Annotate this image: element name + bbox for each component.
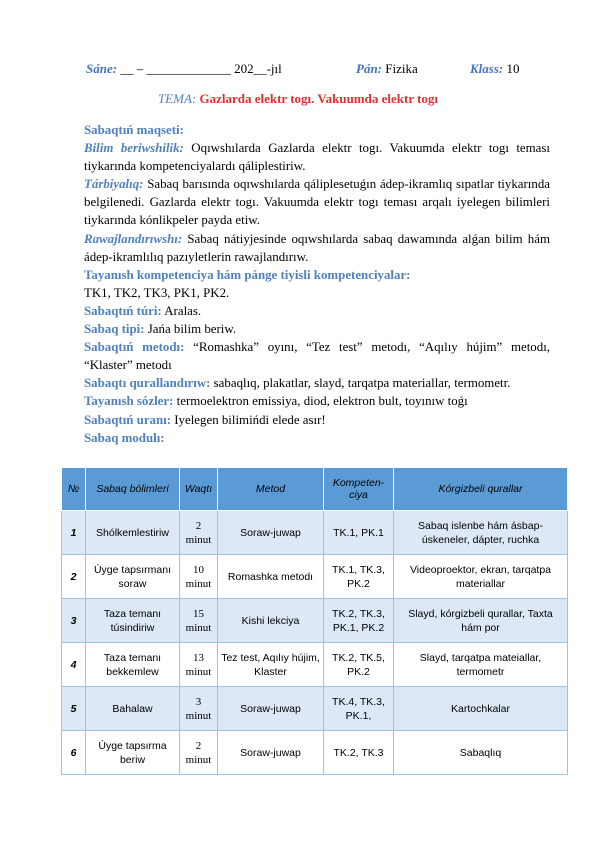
- row-tools: Sabaq islenbe hám ásbap-úskeneler, dápter, ruchka: [394, 511, 568, 555]
- table-row: [62, 599, 568, 643]
- row-part: Taza temanı bekkemlew: [86, 643, 180, 687]
- header-part: Sabaq bólimleri: [86, 468, 180, 511]
- table-row: [62, 731, 568, 775]
- row-number: 3: [62, 599, 86, 643]
- row-method: Kishi lekciya: [218, 599, 324, 643]
- method-label: Sabaqtıń metodı:: [84, 340, 185, 355]
- row-number: 4: [62, 643, 86, 687]
- type-paragraph: [84, 302, 550, 320]
- type-label: Sabaqtıń túri:: [84, 303, 162, 318]
- row-tools: Videoproektor, ekran, tarqatpa materiallar: [394, 555, 568, 599]
- developing-text: Sabaq nátiyjesinde oqıwshılarda sabaq dawamında alǵan bilim hám ádep-ikramlılıq pazıyletlerin rawajlandırıw.: [84, 231, 550, 264]
- subject-label: Pán:: [356, 61, 382, 76]
- motto-text: Iyelegen bilimińdi elede asır!: [171, 412, 326, 427]
- class-value: 10: [506, 61, 520, 76]
- row-time: 15 minut: [180, 599, 218, 643]
- kind-text: Jańa bilim beriw.: [144, 322, 237, 337]
- table-row: [62, 555, 568, 599]
- kind-paragraph: [84, 320, 550, 338]
- row-competency: TK.1, TK.3, PK.2: [324, 555, 394, 599]
- educational-text: Oqıwshılarda Gazlarda elektr togı. Vakuumda elektr togı teması tiykarında kompetenciyalardı qáliplestiriw.: [84, 141, 551, 174]
- equipment-text: sabaqlıq, plakatlar, slayd, tarqatpa materiallar, termometr.: [210, 376, 511, 391]
- educational-label: Bilim beriwshilik:: [84, 141, 184, 156]
- row-time: 13 minut: [180, 643, 218, 687]
- keywords-paragraph: [84, 392, 550, 410]
- row-number: 5: [62, 687, 86, 731]
- upbringing-label: Tárbiyalıq:: [84, 177, 144, 192]
- kind-label: Sabaq tipi:: [84, 322, 145, 337]
- date-value: __ – _____________ 202__-jıl: [120, 61, 282, 76]
- row-competency: TK.1, PK.1: [324, 511, 394, 555]
- lesson-module-table: [61, 467, 568, 775]
- row-number: 2: [62, 555, 86, 599]
- educational-paragraph: [84, 139, 550, 175]
- table-row: [62, 687, 568, 731]
- date-label: Sáne:: [86, 61, 118, 76]
- method-paragraph: [84, 338, 550, 374]
- developing-label: Rawajlandırıwshı:: [84, 231, 183, 246]
- developing-paragraph: [84, 230, 550, 266]
- type-text: Aralas.: [161, 303, 202, 318]
- row-number: 6: [62, 731, 86, 775]
- upbringing-paragraph: [84, 175, 550, 229]
- motto-paragraph: [84, 411, 550, 429]
- row-competency: TK.2, TK.5, PK.2: [324, 643, 394, 687]
- row-method: Romashka metodı: [218, 555, 324, 599]
- row-part: Taza temanı túsindiriw: [86, 599, 180, 643]
- competencies-text: TK1, TK2, TK3, PK1, PK2.: [84, 285, 230, 300]
- goal-heading: Sabaqtıń maqseti:: [84, 123, 184, 137]
- row-time: 3 minut: [180, 687, 218, 731]
- method-text: “Romashka” oyını, “Tez test” metodı, “Aqılıy hújim” metodı, “Klaster” metodı: [84, 340, 550, 373]
- header-tools: Kórgizbeli qurallar: [394, 468, 568, 511]
- table-row: [62, 511, 568, 555]
- topic-title: Gazlarda elektr togı. Vakuumda elektr togı: [199, 91, 439, 106]
- header-number: №: [62, 468, 86, 511]
- table-header-row: [62, 468, 568, 511]
- class-field: [470, 61, 519, 77]
- equipment-label: Sabaqtı qurallandırıw:: [84, 376, 211, 391]
- row-tools: Sabaqlıq: [394, 731, 568, 775]
- lesson-details: [84, 121, 550, 447]
- row-method: Soraw-juwap: [218, 731, 324, 775]
- row-time: 10 minut: [180, 555, 218, 599]
- header-time: Waqtı: [180, 468, 218, 511]
- motto-label: Sabaqtıń uranı:: [84, 412, 172, 427]
- competencies-heading: Tayanısh kompetenciya hám pánge tiyisli kompetenciyalar:: [84, 267, 411, 282]
- row-part: Úyge tapsırmanı soraw: [86, 555, 180, 599]
- upbringing-text: Sabaq barısında oqıwshılarda qáliplesetuǵın ádep-ikramlıq sıpatlar tiykarında belgilenedi. Gazlarda elektr togı. Vakuumda elektr togı teması arqalı iyelegen bilimleri tiykarında kónlikpeler payda etiw.: [84, 177, 550, 228]
- row-competency: TK.2, TK.3: [324, 731, 394, 775]
- row-competency: TK.2, TK.3, PK.1, PK.2: [324, 599, 394, 643]
- row-method: Tez test, Aqılıy hújim, Klaster: [218, 643, 324, 687]
- equipment-paragraph: [84, 374, 550, 392]
- row-time: 2 minut: [180, 731, 218, 775]
- date-field: [86, 61, 282, 77]
- subject-value: Fizika: [385, 61, 418, 76]
- class-label: Klass:: [470, 61, 504, 76]
- topic-label: TEMA:: [157, 91, 197, 106]
- row-tools: Kartochkalar: [394, 687, 568, 731]
- row-part: Úyge tapsırma beriw: [86, 731, 180, 775]
- topic-line: [0, 91, 596, 107]
- row-part: Bahalaw: [86, 687, 180, 731]
- row-tools: Slayd, tarqatpa mateiallar, termometr: [394, 643, 568, 687]
- row-number: 1: [62, 511, 86, 555]
- row-method: Soraw-juwap: [218, 511, 324, 555]
- header-competency: Kompeten-ciya: [324, 468, 394, 511]
- keywords-label: Tayanısh sózler:: [84, 394, 174, 409]
- table-row: [62, 643, 568, 687]
- row-time: 2 minut: [180, 511, 218, 555]
- header-method: Metod: [218, 468, 324, 511]
- subject-field: [356, 61, 418, 77]
- row-method: Soraw-juwap: [218, 687, 324, 731]
- row-competency: TK.4, TK.3, PK.1,: [324, 687, 394, 731]
- module-heading: Sabaq modulı:: [84, 430, 165, 445]
- row-tools: Slayd, kórgizbeli qurallar, Taxta hám por: [394, 599, 568, 643]
- row-part: Shólkemlestiriw: [86, 511, 180, 555]
- keywords-text: termoelektron emissiya, diod, elektron bult, toyınıw toǵı: [173, 394, 468, 409]
